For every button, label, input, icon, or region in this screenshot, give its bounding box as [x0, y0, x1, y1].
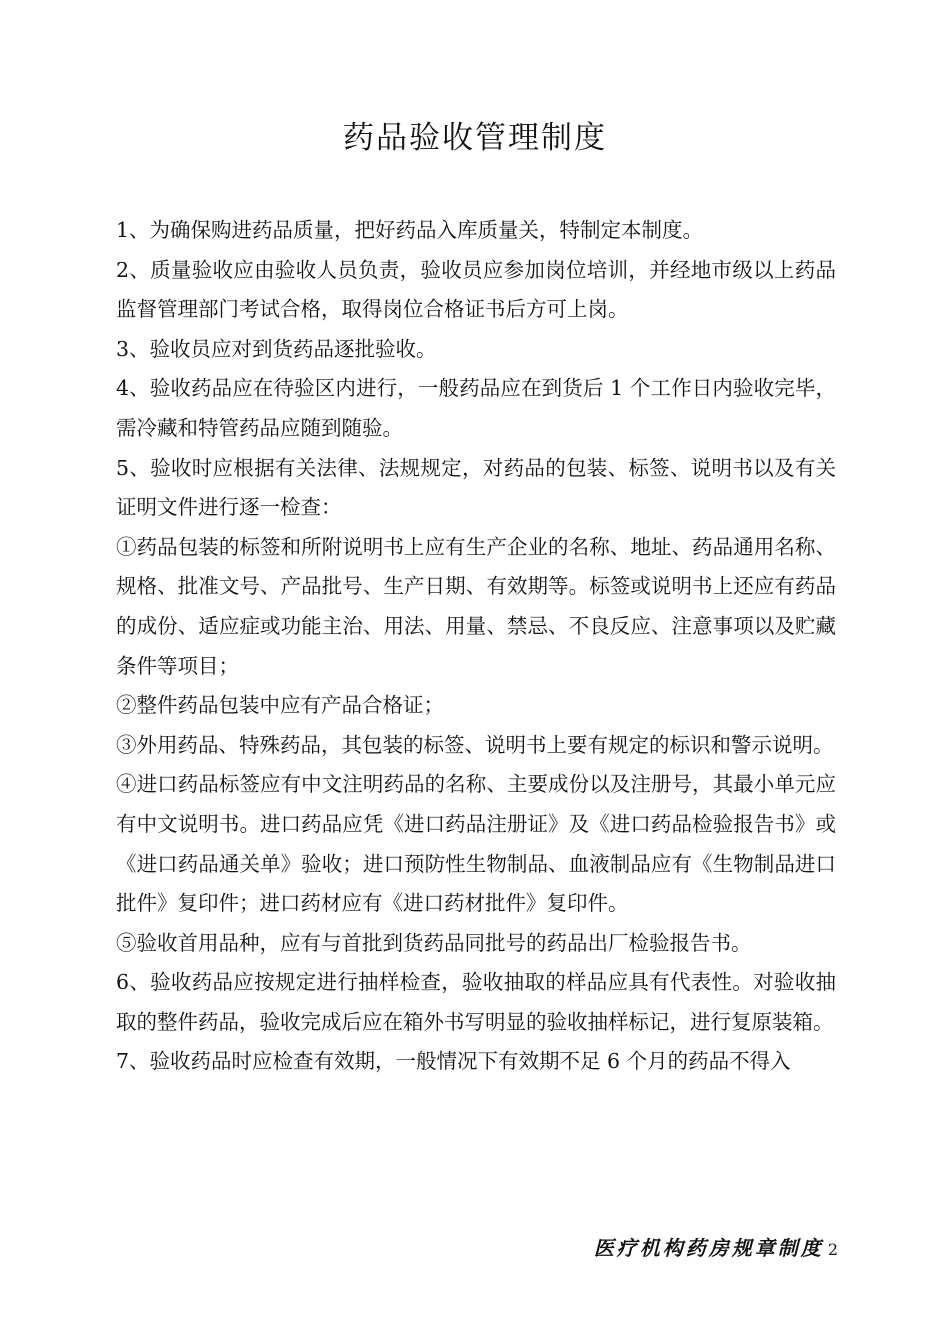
paragraph-5: 5、验收时应根据有关法律、法规规定，对药品的包装、标签、说明书以及有关证明文件进行逐一检查：: [116, 455, 836, 520]
paragraph-5-item-4: ④进口药品标签应有中文注明药品的名称、主要成份以及注册号，其最小单元应有中文说明书。进口药品应凭《进口药品注册证》及《进口药品检验报告书》或《进口药品通关单》验收；进口预防性生物制品、血液制品应有《生物制品进口批件》复印件；进口药材应有《进口药材批件》复印件。: [116, 772, 836, 916]
paragraph-7: 7、验收药品时应检查有效期，一般情况下有效期不足 6 个月的药品不得入: [116, 1049, 791, 1074]
footer-book-title: 医疗机构药房规章制度: [593, 1236, 824, 1260]
page-footer: [594, 1232, 838, 1261]
document-body: [116, 211, 836, 1082]
paragraph-5-item-1: ①药品包装的标签和所附说明书上应有生产企业的名称、地址、药品通用名称、规格、批准文号、产品批号、生产日期、有效期等。标签或说明书上还应有药品的成份、适应症或功能主治、用法、用量、禁忌、不良反应、注意事项以及贮藏条件等项目；: [116, 534, 836, 678]
paragraph-5-item-3: ③外用药品、特殊药品，其包装的标签、说明书上要有规定的标识和警示说明。: [116, 732, 834, 757]
paragraph-1: 1、为确保购进药品质量，把好药品入库质量关，特制定本制度。: [116, 218, 704, 242]
page-number: 2: [827, 1240, 838, 1259]
paragraph-6: 6、验收药品应按规定进行抽样检查，验收抽取的样品应具有代表性。对验收抽取的整件药品，验收完成后应在箱外书写明显的验收抽样标记，进行复原装箱。: [116, 970, 836, 1034]
page-title: 药品验收管理制度: [343, 120, 607, 156]
paragraph-5-item-2: ②整件药品包装中应有产品合格证；: [116, 693, 444, 718]
paragraph-5-item-5: ⑤验收首用品种，应有与首批到货药品同批号的药品出厂检验报告书。: [116, 930, 752, 955]
paragraph-3: 3、验收员应对到货药品逐批验收。: [116, 336, 437, 361]
paragraph-2: 2、质量验收应由验收人员负责，验收员应参加岗位培训，并经地市级以上药品监督管理部门考试合格，取得岗位合格证书后方可上岗。: [116, 257, 836, 322]
paragraph-4: 4、验收药品应在待验区内进行，一般药品应在到货后 1 个工作日内验收完毕，需冷藏和特管药品应随到随验。: [116, 376, 836, 440]
